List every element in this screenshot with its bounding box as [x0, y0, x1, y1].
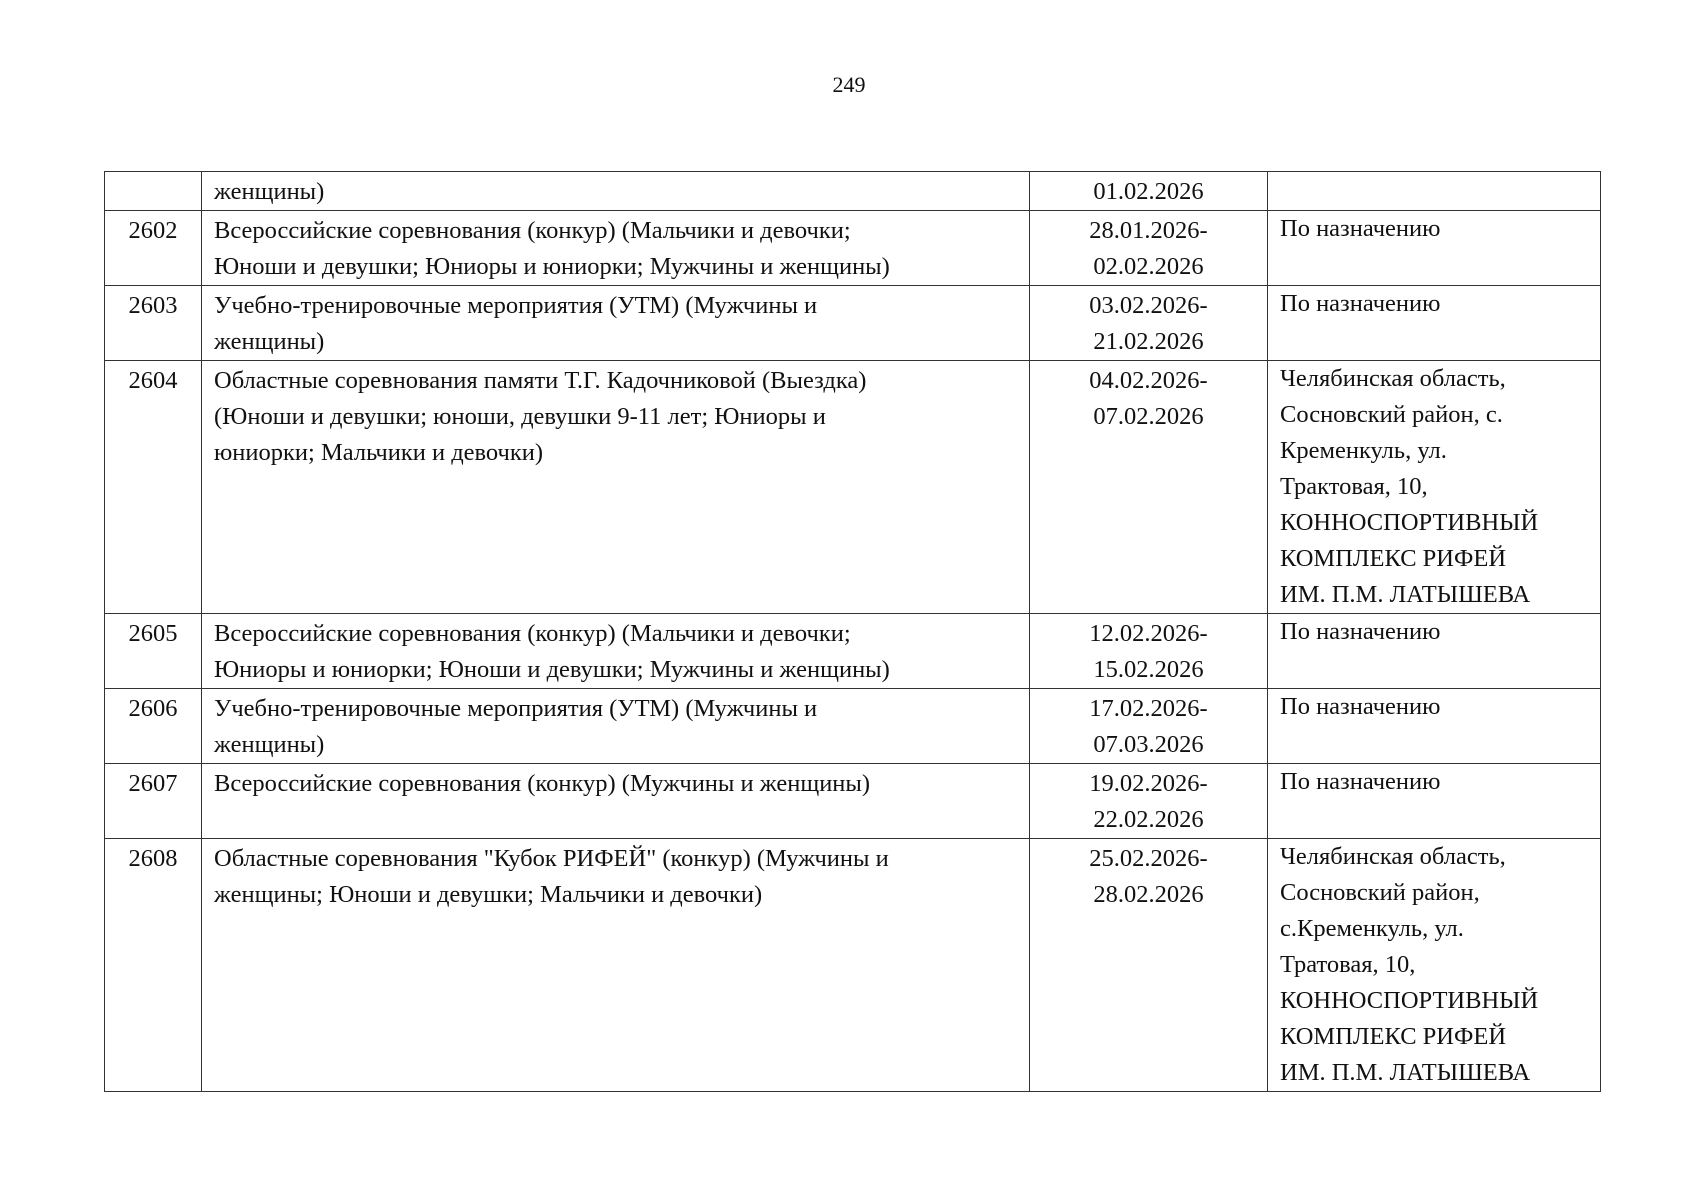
event-date-line: 25.02.2026-	[1089, 845, 1208, 872]
event-date-line: 28.01.2026-	[1089, 217, 1208, 244]
event-date-line: 07.03.2026	[1093, 731, 1204, 758]
event-place-line: КОМПЛЕКС РИФЕЙ	[1280, 1023, 1507, 1050]
event-number-cell: 2608	[105, 839, 202, 1092]
event-place-line: По назначению	[1280, 618, 1441, 645]
event-place-line: Сосновский район,	[1280, 879, 1480, 906]
event-dates-cell	[1030, 839, 1268, 1092]
event-number-cell: 2606	[105, 689, 202, 764]
event-place-line: По назначению	[1280, 693, 1441, 720]
event-name-line: Учебно-тренировочные мероприятия (УТМ) (Мужчины и	[214, 695, 818, 722]
event-name-line: Всероссийские соревнования (конкур) (Мальчики и девочки;	[214, 217, 851, 244]
event-date-line: 21.02.2026	[1093, 328, 1204, 355]
event-date-line: 28.02.2026	[1093, 881, 1204, 908]
page-number: 249	[832, 72, 866, 97]
event-place-cell	[1268, 361, 1601, 614]
event-name-line: женщины)	[214, 178, 325, 205]
table-row	[105, 764, 1601, 839]
event-name-cell	[202, 614, 1030, 689]
table-row	[105, 211, 1601, 286]
table-row	[105, 839, 1601, 1092]
event-dates-cell	[1030, 689, 1268, 764]
event-name-line: женщины)	[214, 731, 325, 758]
table-row	[105, 172, 1601, 211]
event-place-cell	[1268, 614, 1601, 689]
event-date-line: 01.02.2026	[1093, 178, 1204, 205]
event-place-line: КОННОСПОРТИВНЫЙ	[1280, 509, 1539, 536]
event-name-line: Всероссийские соревнования (конкур) (Мальчики и девочки;	[214, 620, 851, 647]
event-place-line: с.Кременкуль, ул.	[1280, 915, 1464, 942]
event-place-line: Сосновский район, с.	[1280, 401, 1503, 428]
event-name-line: женщины; Юноши и девушки; Мальчики и девочки)	[214, 881, 763, 908]
event-number-cell: 2607	[105, 764, 202, 839]
event-name-line: Учебно-тренировочные мероприятия (УТМ) (Мужчины и	[214, 292, 818, 319]
event-number-cell: 2602	[105, 211, 202, 286]
event-name-line: Областные соревнования памяти Т.Г. Кадочниковой (Выездка)	[214, 367, 867, 394]
table-row	[105, 614, 1601, 689]
event-place-line: ИМ. П.М. ЛАТЫШЕВА	[1280, 581, 1531, 608]
event-place-cell	[1268, 689, 1601, 764]
table-row	[105, 689, 1601, 764]
event-place-cell	[1268, 764, 1601, 839]
event-place-cell	[1268, 172, 1601, 211]
event-place-line: По назначению	[1280, 768, 1441, 795]
event-place-line: КОННОСПОРТИВНЫЙ	[1280, 987, 1539, 1014]
event-place-line: Кременкуль, ул.	[1280, 437, 1447, 464]
event-dates-cell	[1030, 211, 1268, 286]
event-dates-cell	[1030, 361, 1268, 614]
event-name-cell	[202, 764, 1030, 839]
event-place-line: Тратовая, 10,	[1280, 951, 1416, 978]
event-name-cell	[202, 839, 1030, 1092]
event-name-cell	[202, 361, 1030, 614]
event-name-cell	[202, 689, 1030, 764]
event-dates-cell	[1030, 764, 1268, 839]
table-body	[105, 172, 1601, 1092]
table-row	[105, 286, 1601, 361]
event-name-line: Юниоры и юниорки; Юноши и девушки; Мужчины и женщины)	[214, 656, 890, 683]
event-name-line: (Юноши и девушки; юноши, девушки 9-11 лет; Юниоры и	[214, 403, 826, 430]
event-name-cell	[202, 211, 1030, 286]
event-number-cell	[105, 172, 202, 211]
event-place-line: Трактовая, 10,	[1280, 473, 1428, 500]
event-number-cell: 2604	[105, 361, 202, 614]
event-place-cell	[1268, 286, 1601, 361]
event-dates-cell	[1030, 172, 1268, 211]
event-number-cell: 2603	[105, 286, 202, 361]
event-place-line: По назначению	[1280, 290, 1441, 317]
event-name-cell	[202, 286, 1030, 361]
event-date-line: 22.02.2026	[1093, 806, 1204, 833]
event-place-cell	[1268, 839, 1601, 1092]
table-row	[105, 361, 1601, 614]
event-dates-cell	[1030, 286, 1268, 361]
event-name-line: Всероссийские соревнования (конкур) (Мужчины и женщины)	[214, 770, 871, 797]
event-dates-cell	[1030, 614, 1268, 689]
event-place-line: КОМПЛЕКС РИФЕЙ	[1280, 545, 1507, 572]
event-date-line: 02.02.2026	[1093, 253, 1204, 280]
event-place-line: По назначению	[1280, 215, 1441, 242]
event-date-line: 03.02.2026-	[1089, 292, 1208, 319]
event-date-line: 12.02.2026-	[1089, 620, 1208, 647]
event-date-line: 04.02.2026-	[1089, 367, 1208, 394]
events-schedule-table	[104, 171, 1601, 1092]
event-name-line: Областные соревнования "Кубок РИФЕЙ" (конкур) (Мужчины и	[214, 845, 889, 872]
event-place-cell	[1268, 211, 1601, 286]
event-date-line: 17.02.2026-	[1089, 695, 1208, 722]
event-name-line: Юноши и девушки; Юниоры и юниорки; Мужчины и женщины)	[214, 253, 890, 280]
event-name-line: юниорки; Мальчики и девочки)	[214, 439, 544, 466]
event-name-line: женщины)	[214, 328, 325, 355]
event-place-line: ИМ. П.М. ЛАТЫШЕВА	[1280, 1059, 1531, 1086]
event-date-line: 07.02.2026	[1093, 403, 1204, 430]
event-place-line: Челябинская область,	[1280, 843, 1506, 870]
event-date-line: 19.02.2026-	[1089, 770, 1208, 797]
event-name-cell	[202, 172, 1030, 211]
event-number-cell: 2605	[105, 614, 202, 689]
event-place-line: Челябинская область,	[1280, 365, 1506, 392]
event-date-line: 15.02.2026	[1093, 656, 1204, 683]
